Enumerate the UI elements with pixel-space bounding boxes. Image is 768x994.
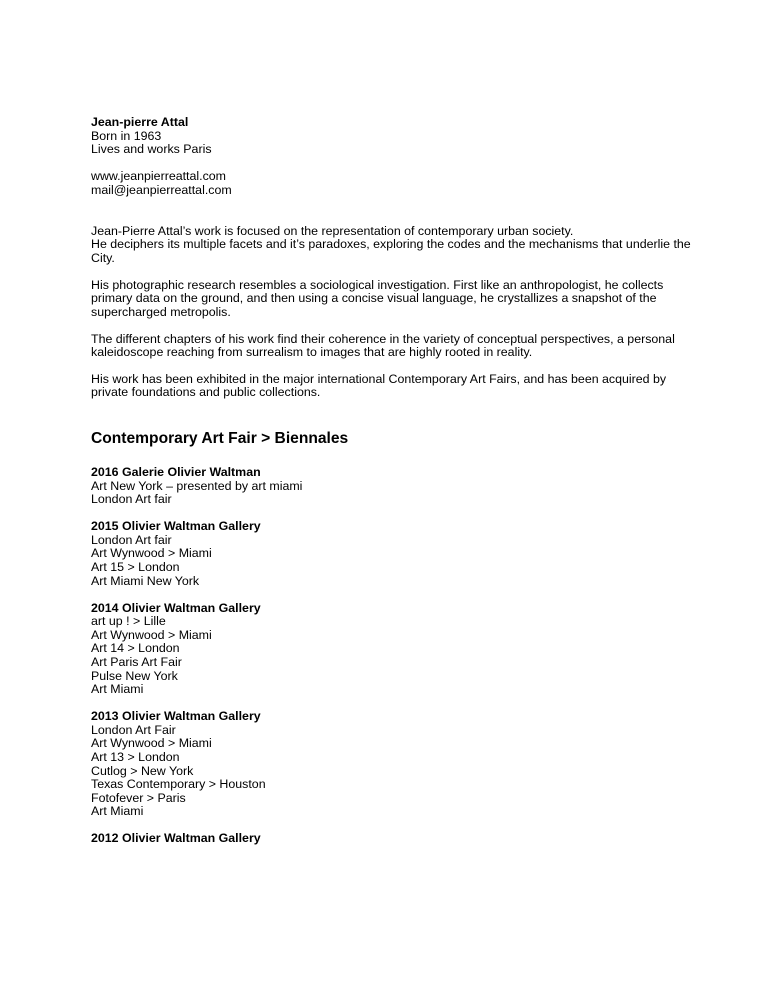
year-heading: 2016 Galerie Olivier Waltman bbox=[91, 465, 261, 480]
artist-bio bbox=[91, 225, 691, 401]
year-group bbox=[91, 710, 691, 819]
artist-email: mail@jeanpierreattal.com bbox=[91, 182, 232, 197]
year-heading: 2013 Olivier Waltman Gallery bbox=[91, 709, 261, 724]
section-title: Contemporary Art Fair > Biennales bbox=[91, 430, 349, 448]
bio-paragraph: His photographic research resembles a sociological investigation. First like an anthropologist, he collects primary data on the ground, and then using a concise visual language, he crystallizes a snapshot of the supercharged metropolis. bbox=[91, 277, 664, 319]
exhibition-item: Art New York – presented by art miami bbox=[91, 478, 303, 493]
exhibition-item: Art Miami bbox=[91, 682, 144, 697]
exhibition-item: Art Wynwood > Miami bbox=[91, 546, 212, 561]
exhibition-item: Art Miami bbox=[91, 804, 144, 819]
exhibition-item: art up ! > Lille bbox=[91, 614, 166, 629]
exhibition-item: Art 13 > London bbox=[91, 749, 180, 764]
exhibition-item: Art Paris Art Fair bbox=[91, 654, 182, 669]
exhibition-item: Art 14 > London bbox=[91, 641, 180, 656]
exhibition-item: London Art fair bbox=[91, 492, 172, 507]
exhibition-item: Art Miami New York bbox=[91, 573, 200, 588]
exhibition-item: Cutlog > New York bbox=[91, 763, 194, 778]
year-heading: 2015 Olivier Waltman Gallery bbox=[91, 519, 261, 534]
artist-name: Jean-pierre Attal bbox=[91, 115, 189, 129]
exhibition-item: Art Wynwood > Miami bbox=[91, 736, 212, 751]
document-page bbox=[91, 116, 691, 859]
artist-website: www.jeanpierreattal.com bbox=[91, 169, 226, 184]
exhibition-item: Art Wynwood > Miami bbox=[91, 627, 212, 642]
year-group bbox=[91, 466, 691, 507]
year-group bbox=[91, 520, 691, 588]
year-heading: 2014 Olivier Waltman Gallery bbox=[91, 600, 261, 615]
exhibition-list bbox=[91, 466, 691, 846]
exhibition-item: London Art fair bbox=[91, 532, 172, 547]
bio-paragraph: Jean-Pierre Attal’s work is focused on the representation of contemporary urban society. He deciphers its multiple facets and it’s paradoxes, exploring the codes and the mechanisms that underlie the City. bbox=[91, 223, 691, 265]
bio-paragraph: His work has been exhibited in the major international Contemporary Art Fairs, and has been acquired by private foundations and public collections. bbox=[91, 371, 667, 400]
year-heading: 2012 Olivier Waltman Gallery bbox=[91, 831, 261, 846]
artist-born: Born in 1963 bbox=[91, 128, 162, 143]
bio-paragraph: The different chapters of his work find their coherence in the variety of conceptual perspectives, a personal kaleidoscope reaching from surrealism to images that are highly rooted in reality. bbox=[91, 331, 675, 360]
year-group bbox=[91, 832, 691, 846]
artist-header bbox=[91, 116, 691, 198]
exhibition-item: Texas Contemporary > Houston bbox=[91, 777, 266, 792]
exhibition-item: Art 15 > London bbox=[91, 560, 180, 575]
artist-residence: Lives and works Paris bbox=[91, 142, 212, 157]
exhibition-item: Pulse New York bbox=[91, 668, 178, 683]
exhibition-item: London Art Fair bbox=[91, 722, 176, 737]
year-group bbox=[91, 602, 691, 697]
exhibition-item: Fotofever > Paris bbox=[91, 790, 186, 805]
